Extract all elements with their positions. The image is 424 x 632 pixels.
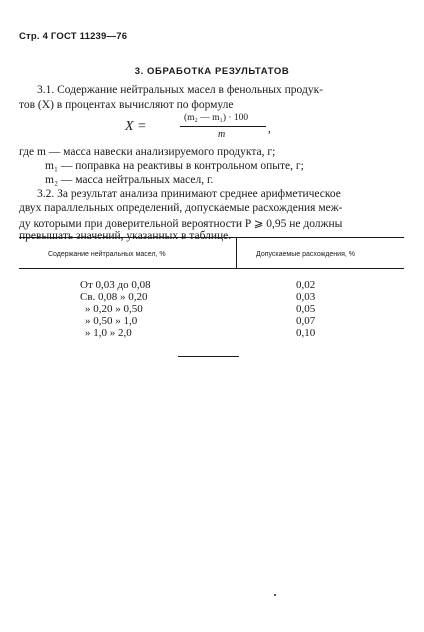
paragraph-3-2-line-3: ду которыми при доверительной вероятности P ⩾ 0,95 не должны bbox=[19, 218, 343, 230]
table-header-deviation: Допускаемые расхождения, % bbox=[256, 251, 355, 258]
section-title: 3. ОБРАБОТКА РЕЗУЛЬТАТОВ bbox=[134, 66, 290, 77]
formula-numerator: (m₂ — m₁) · 100 bbox=[184, 113, 249, 123]
page-header: Стр. 4 ГОСТ 11239—76 bbox=[19, 31, 128, 42]
table-cell-deviation: 0,10 bbox=[296, 327, 316, 339]
fraction-bar bbox=[180, 126, 266, 127]
where-line-2: m₁ — поправка на реактивы в контрольном опыте, г; bbox=[45, 160, 304, 172]
table-cell-deviation: 0,02 bbox=[296, 279, 316, 291]
table-header-content: Содержание нейтральных масел, % bbox=[48, 251, 166, 258]
table-cell-content: От 0,03 до 0,08 bbox=[80, 279, 151, 291]
formula-denominator: m bbox=[218, 129, 226, 140]
page-speck bbox=[274, 594, 276, 596]
where-line-3: m₂ — масса нейтральных масел, г. bbox=[45, 174, 214, 186]
paragraph-3-2-line-2: двух параллельных определений, допускаемые расхождения меж- bbox=[19, 202, 343, 214]
table-header-rule bbox=[19, 268, 404, 269]
paragraph-3-2-line-4: превышать значений, указанных в таблице. bbox=[19, 230, 232, 242]
formula-lhs: X = bbox=[125, 119, 147, 134]
table-cell-deviation: 0,05 bbox=[296, 303, 316, 315]
paragraph-3-1-line-1: 3.1. Содержание нейтральных масел в фенольных продук- bbox=[37, 84, 323, 96]
table-cell-content: » 1,0 » 2,0 bbox=[85, 327, 132, 339]
table-header-separator bbox=[236, 237, 237, 268]
table-cell-deviation: 0,07 bbox=[296, 315, 316, 327]
table-cell-deviation: 0,03 bbox=[296, 291, 316, 303]
paragraph-3-2-line-1: 3.2. За результат анализа принимают среднее арифметическое bbox=[37, 188, 341, 200]
table-cell-content: » 0,20 » 0,50 bbox=[85, 303, 143, 315]
end-rule bbox=[178, 356, 239, 357]
table-cell-content: Св. 0,08 » 0,20 bbox=[80, 291, 148, 303]
table-top-rule bbox=[19, 237, 404, 238]
formula-comma: , bbox=[268, 121, 271, 135]
formula bbox=[125, 113, 280, 143]
paragraph-3-1-line-2: тов (X) в процентах вычисляют по формуле bbox=[19, 99, 234, 111]
where-line-1: где m — масса навески анализируемого продукта, г; bbox=[19, 146, 276, 158]
table-cell-content: » 0,50 » 1,0 bbox=[85, 315, 138, 327]
